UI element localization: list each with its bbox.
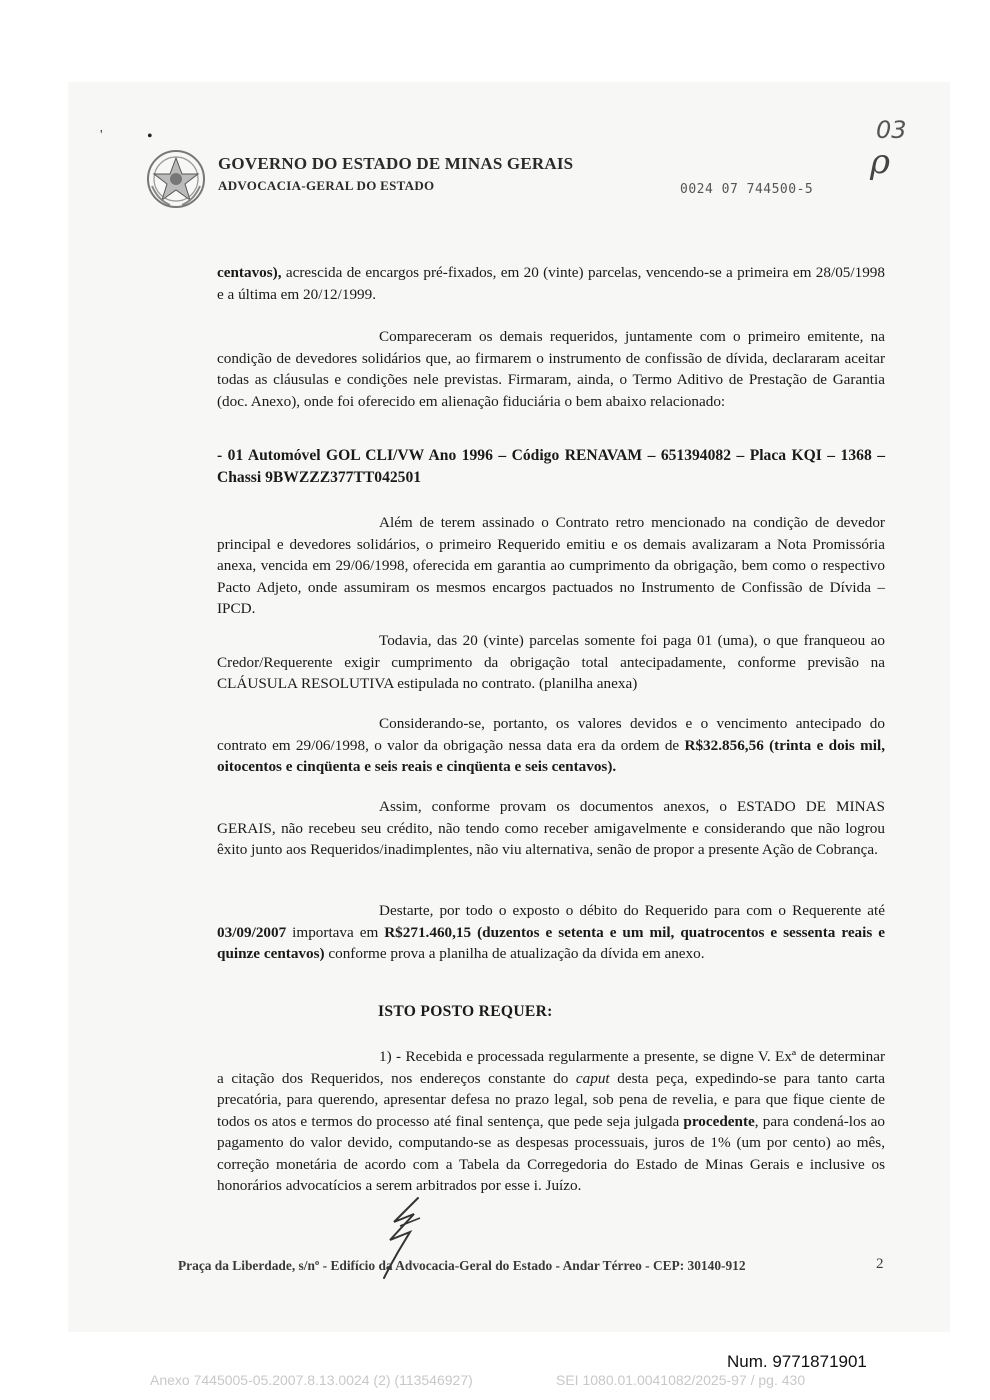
paragraph-text: 1) - Recebida e processada regularmente a presente, se digne V. Exª de determinar a citação dos Requeridos, nos endereços constante do — [217, 1048, 885, 1087]
paragraph-7 — [217, 900, 885, 965]
paragraph-text: acrescida de encargos pré-fixados, em 20 (vinte) parcelas, vencendo-se a primeira em 28/05/1998 e a última em 20/12/1999. — [217, 264, 885, 303]
paragraph-6 — [217, 796, 885, 861]
paragraph-text: desta peça, expedindo-se para tanto carta precatória, para querendo, apresentar defesa no prazo legal, sob pena de revelia, e para que fique ciente de todos os atos e termos do processo até final sentença, que pede seja julgada — [217, 1069, 885, 1130]
paragraph-1 — [217, 262, 885, 305]
paragraph-text: Destarte, por todo o exposto o débito do Requerido para com o Requerente até — [379, 902, 885, 919]
bold-text: procedente — [683, 1112, 755, 1130]
footer-address: Praça da Liberdade, s/nº - Edifício da Advocacia-Geral do Estado - Andar Térreo - CEP: 30140-912 — [178, 1258, 746, 1273]
paragraph-text: Todavia, das 20 (vinte) parcelas somente foi paga 01 (uma), o que franqueou ao Credor/Requerente exigir cumprimento da obrigação total antecipadamente, conforme previsão na CLÁUSULA RESOLUTIVA estipulada no contrato. (planilha anexa) — [217, 632, 885, 692]
sei-reference: SEI 1080.01.0041082/2025-97 / pg. 430 — [556, 1372, 806, 1388]
paragraph-text: Compareceram os demais requeridos, juntamente com o primeiro emitente, na condição de devedores solidários que, ao firmarem o instrumento de confissão de dívida, declararam aceitar todas as cláusulas e condições nele previstas. Firmaram, ainda, o Termo Aditivo de Prestação de Garantia (doc. Anexo), onde foi oferecido em alienação fiduciária o bem abaixo relacionado: — [217, 328, 885, 410]
paragraph-text: , para condená-los ao pagamento do valor devido, computando-se as despesas processuais, juros de 1% (um por cento) ao mês, correção monetária de acordo com a Tabela da Corregedoria do Estado de Minas Gerais e inclusive os honorários advocatícios a serem arbitrados por esse i. Juízo. — [217, 1112, 885, 1194]
annex-reference: Anexo 7445005-05.2007.8.13.0024 (2) (113546927) — [150, 1372, 473, 1388]
paragraph-text: importava em — [286, 923, 385, 941]
page-number: 2 — [876, 1256, 884, 1272]
bold-text: 03/09/2007 — [217, 923, 287, 941]
paragraph-text: Além de terem assinado o Contrato retro mencionado na condição de devedor principal e devedores solidários, o primeiro Requerido emitiu e os demais avalizaram a Nota Promissória anexa, vencida em 29/06/1998, oferecida em garantia ao cumprimento da obrigação, bem como o respectivo Pacto Adjeto, onde assumiram os mesmos encargos pactuados no Instrumento de Confissão de Dívida – IPCD. — [217, 514, 885, 617]
vehicle-description: - 01 Automóvel GOL CLI/VW Ano 1996 – Código RENAVAM – 651394082 – Placa KQI – 1368 – Chassi 9BWZZZ377TT042501 — [217, 447, 885, 486]
document-id: Num. 9771871901 — [727, 1352, 867, 1371]
paragraph-2 — [217, 326, 885, 412]
section-title: ISTO POSTO REQUER: — [378, 1003, 553, 1020]
handwritten-page-number: 03 — [876, 116, 907, 144]
paragraph-4 — [217, 630, 885, 695]
bold-text: R$32.856,56 (trinta e dois mil, oitocentos e cinqüenta e seis reais e cinqüenta e seis centavos). — [217, 736, 885, 775]
scan-mark: ' — [100, 128, 103, 143]
bold-text: R$271.460,15 (duzentos e setenta e um mil, quatrocentos e sessenta reais e quinze centavos) — [217, 923, 885, 962]
scan-mark: • — [147, 128, 153, 145]
handwritten-initial: ρ — [870, 142, 890, 182]
paragraph-text: Assim, conforme provam os documentos anexos, o ESTADO DE MINAS GERAIS, não recebeu seu crédito, não tendo como receber amigavelmente e considerando que não logrou êxito junto aos Requeridos/inadimplentes, não viu alternativa, senão de propor a presente Ação de Cobrança. — [217, 798, 885, 858]
paragraph-8 — [217, 1046, 885, 1197]
agency-title: ADVOCACIA-GERAL DO ESTADO — [218, 178, 435, 193]
bold-text: centavos), — [217, 264, 282, 281]
government-title: GOVERNO DO ESTADO DE MINAS GERAIS — [218, 154, 574, 173]
paragraph-text: conforme prova a planilha de atualização da dívida em anexo. — [324, 945, 705, 962]
italic-text: caput — [575, 1069, 610, 1087]
paragraph-text: Considerando-se, portanto, os valores devidos e o vencimento antecipado do contrato em 29/06/1998, o valor da obrigação nessa data era da ordem de — [217, 715, 885, 754]
state-seal-icon — [146, 148, 206, 210]
process-number: 0024 07 744500-5 — [680, 182, 814, 197]
paragraph-5 — [217, 713, 885, 778]
paragraph-3 — [217, 512, 885, 620]
